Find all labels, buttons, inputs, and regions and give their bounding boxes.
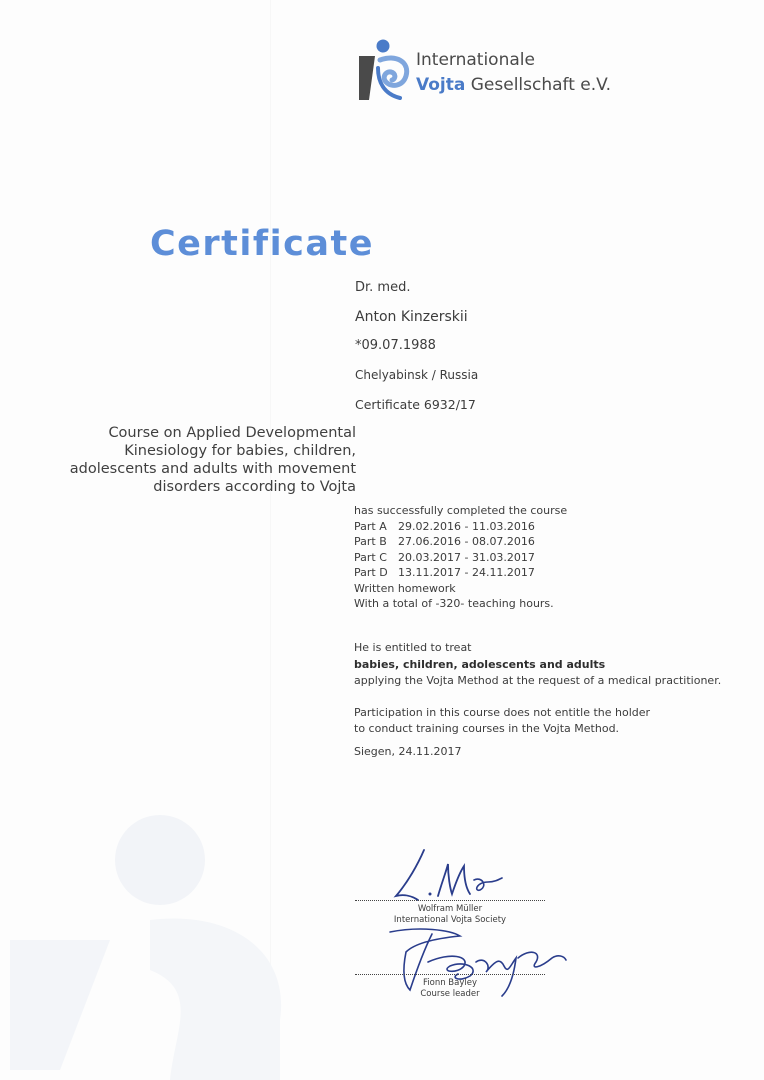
entitled-target: babies, children, adolescents and adults [354, 657, 606, 671]
signer-name: Fionn Bayley [422, 978, 477, 988]
vojta-logo [356, 38, 636, 104]
participation-line-2: to conduct training courses in the Vojta Method. [354, 721, 620, 735]
course-name-line: Kinesiology for babies, children, [124, 443, 356, 459]
course-details [354, 503, 567, 612]
course-name-line: Course on Applied Developmental [108, 425, 356, 441]
part-row [354, 550, 567, 566]
part-dates: 27.06.2016 - 08.07.2016 [398, 535, 535, 548]
certificate-title: Certificate [150, 224, 374, 264]
place-date: Siegen, 24.11.2017 [354, 745, 462, 758]
certificate-number: Certificate 6932/17 [355, 397, 476, 412]
city: Chelyabinsk / Russia [355, 368, 479, 382]
part-dates: 20.03.2017 - 31.03.2017 [398, 550, 535, 564]
logo-line-2-rest: Gesellschaft e.V. [465, 75, 611, 95]
logo-watermark [0, 800, 300, 1080]
academic-title: Dr. med. [355, 280, 411, 295]
signer-name: Wolfram Müller [417, 904, 483, 914]
signer-role: International Vojta Society [393, 915, 507, 925]
logo-brand: Vojta [416, 75, 466, 95]
signature-block-2 [355, 974, 545, 1000]
part-label: Part D [354, 566, 388, 579]
completion-intro: has successfully completed the course [354, 504, 568, 517]
signature-line [355, 900, 545, 901]
part-label: Part B [354, 535, 387, 548]
signature-mueller [378, 846, 508, 906]
course-name-line: disorders according to Vojta [153, 479, 356, 495]
participation-note [354, 705, 650, 736]
person-name: Anton Kinzerskii [355, 309, 468, 325]
signature-line [355, 974, 545, 975]
course-name-line: adolescents and adults with movement [69, 461, 356, 477]
participation-line-1: Participation in this course does not entitle the holder [354, 706, 651, 719]
entitled-line-1: He is entitled to treat [354, 641, 472, 654]
part-dates: 29.02.2016 - 11.03.2016 [398, 519, 535, 533]
part-row [354, 519, 567, 535]
part-label: Part A [354, 519, 387, 533]
homework-line: Written homework [354, 581, 456, 595]
course-name [56, 424, 356, 496]
part-label: Part C [354, 550, 387, 564]
part-row [354, 534, 567, 550]
logo-line-1: Internationale [416, 50, 535, 70]
signer-role: Course leader [420, 989, 480, 999]
entitled-line-3: applying the Vojta Method at the request of a medical practitioner. [354, 674, 722, 687]
part-row [354, 565, 567, 581]
birth-date: *09.07.1988 [355, 338, 436, 353]
logo-line-2 [416, 75, 611, 95]
hours-line: With a total of -320- teaching hours. [354, 597, 554, 610]
part-dates: 13.11.2017 - 24.11.2017 [398, 566, 535, 579]
vojta-logo-icon [356, 38, 412, 102]
entitlement [354, 640, 721, 690]
